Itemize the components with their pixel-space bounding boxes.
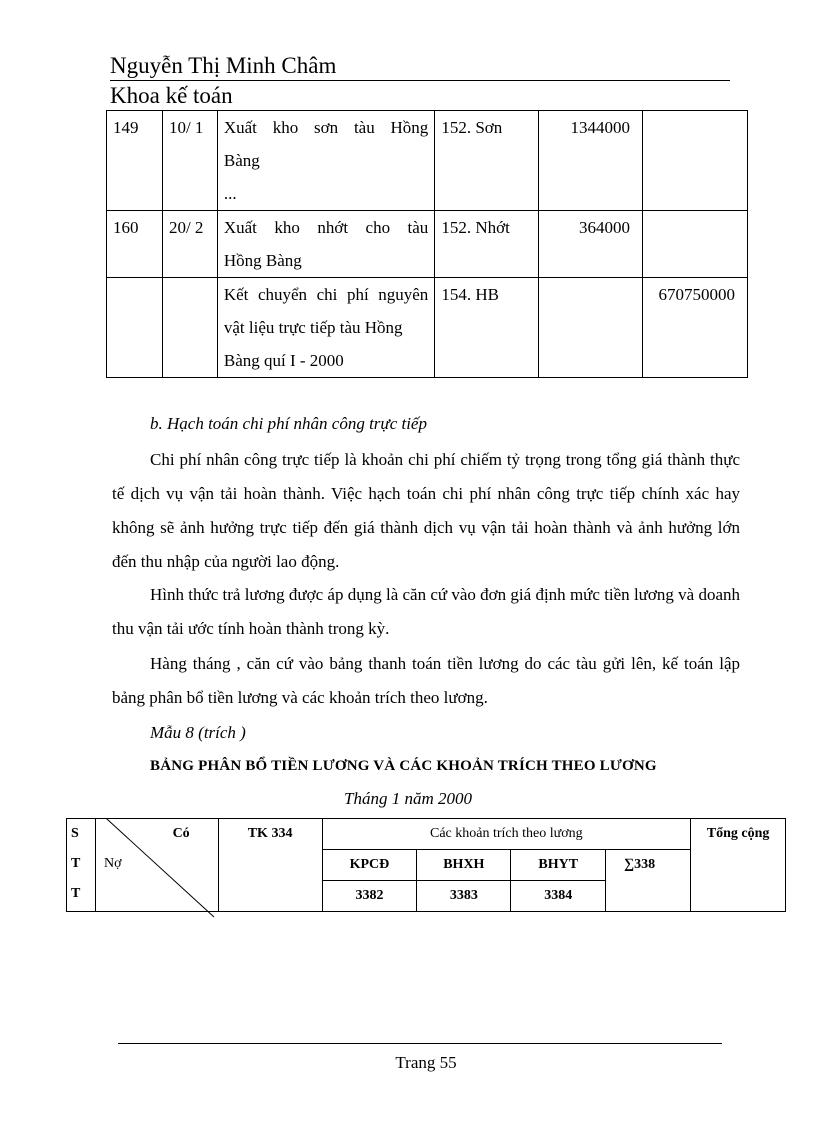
ledger-description-line: Xuất kho sơn tàu Hồng <box>223 118 429 137</box>
ledger-description-line: vật liệu trực tiếp tàu Hồng <box>223 318 403 337</box>
bhyt-name: BHYT <box>511 850 606 881</box>
ledger-description <box>217 278 434 378</box>
ledger-no: 149 <box>107 111 163 211</box>
ledger-row <box>107 211 748 278</box>
ledger-row <box>107 278 748 378</box>
ledger-date: 10/ 1 <box>162 111 217 211</box>
ledger-credit: 670750000 <box>643 278 748 378</box>
no-label: Nợ <box>103 856 122 871</box>
allocation-table-month: Tháng 1 năm 2000 <box>344 789 472 808</box>
ledger-credit <box>643 211 748 278</box>
ledger-description <box>217 211 434 278</box>
total-header: Tổng cộng <box>691 819 786 912</box>
ledger-description-line: Kết chuyển chi phí nguyên <box>223 285 429 304</box>
header-author: Nguyễn Thị Minh Châm <box>110 53 337 78</box>
ledger-no <box>107 278 163 378</box>
footer-divider <box>118 1043 722 1044</box>
sum338-header: ∑338 <box>606 850 691 912</box>
ledger-no: 160 <box>107 211 163 278</box>
stt-letter-t2: T <box>71 886 81 901</box>
co-no-header <box>95 819 218 912</box>
sample-label: Mẫu 8 (trích ) <box>150 723 246 742</box>
bhyt-code: 3384 <box>511 881 606 912</box>
paragraph-2: Hình thức trả lương được áp dụng là căn cứ vào đơn giá định mức tiền lương và doanh thu vận tải ước tính hoàn thành trong kỳ. <box>112 585 740 638</box>
header-department: Khoa kế toán <box>110 83 233 108</box>
header-divider <box>110 80 730 81</box>
ledger-description-line: Xuất kho nhớt cho tàu <box>223 218 429 237</box>
tk334-header: TK 334 <box>218 819 322 912</box>
kpcd-name: KPCĐ <box>322 850 417 881</box>
ledger-account: 154. HB <box>435 278 539 378</box>
ledger-debit: 1344000 <box>539 111 643 211</box>
allocation-table <box>66 818 786 912</box>
bhxh-code: 3383 <box>417 881 511 912</box>
stt-letter-s: S <box>71 826 79 841</box>
ledger-description <box>217 111 434 211</box>
ledger-row <box>107 111 748 211</box>
kpcd-code: 3382 <box>322 881 417 912</box>
deductions-group-header: Các khoản trích theo lương <box>322 819 691 850</box>
allocation-table-title: BẢNG PHÂN BỔ TIỀN LƯƠNG VÀ CÁC KHOẢN TRÍCH THEO LƯƠNG <box>150 758 657 774</box>
ledger-credit <box>643 111 748 211</box>
ledger-description-line: Bàng <box>223 151 260 170</box>
ledger-account: 152. Sơn <box>435 111 539 211</box>
paragraph-1: Chi phí nhân công trực tiếp là khoản chi phí chiếm tỷ trọng trong tổng giá thành thực tế dịch vụ vận tải hoàn thành. Việc hạch toán chi phí nhân công trực tiếp chính xác hay không sẽ ảnh hưởng trực tiếp đến giá thành dịch vụ vận tải hoàn thành và ảnh hưởng lớn đến thu nhập của người lao động. <box>112 450 740 571</box>
ledger-date: 20/ 2 <box>162 211 217 278</box>
ledger-date <box>162 278 217 378</box>
page-number: Trang 55 <box>395 1053 457 1072</box>
ledger-description-line: Bàng quí I - 2000 <box>223 351 344 370</box>
paragraph-3: Hàng tháng , căn cứ vào bảng thanh toán tiền lương do các tàu gửi lên, kế toán lập bảng phân bổ tiền lương và các khoản trích theo lương. <box>112 654 740 707</box>
stt-letter-t1: T <box>71 856 81 871</box>
stt-header <box>67 819 96 912</box>
co-label: Có <box>172 826 190 841</box>
ledger-debit <box>539 278 643 378</box>
ledger-account: 152. Nhớt <box>435 211 539 278</box>
ledger-debit: 364000 <box>539 211 643 278</box>
section-title: b. Hạch toán chi phí nhân công trực tiếp <box>150 414 427 433</box>
ledger-table <box>106 110 748 378</box>
ledger-description-line: ... <box>223 184 237 203</box>
bhxh-name: BHXH <box>417 850 511 881</box>
ledger-description-line: Hồng Bàng <box>223 251 302 270</box>
